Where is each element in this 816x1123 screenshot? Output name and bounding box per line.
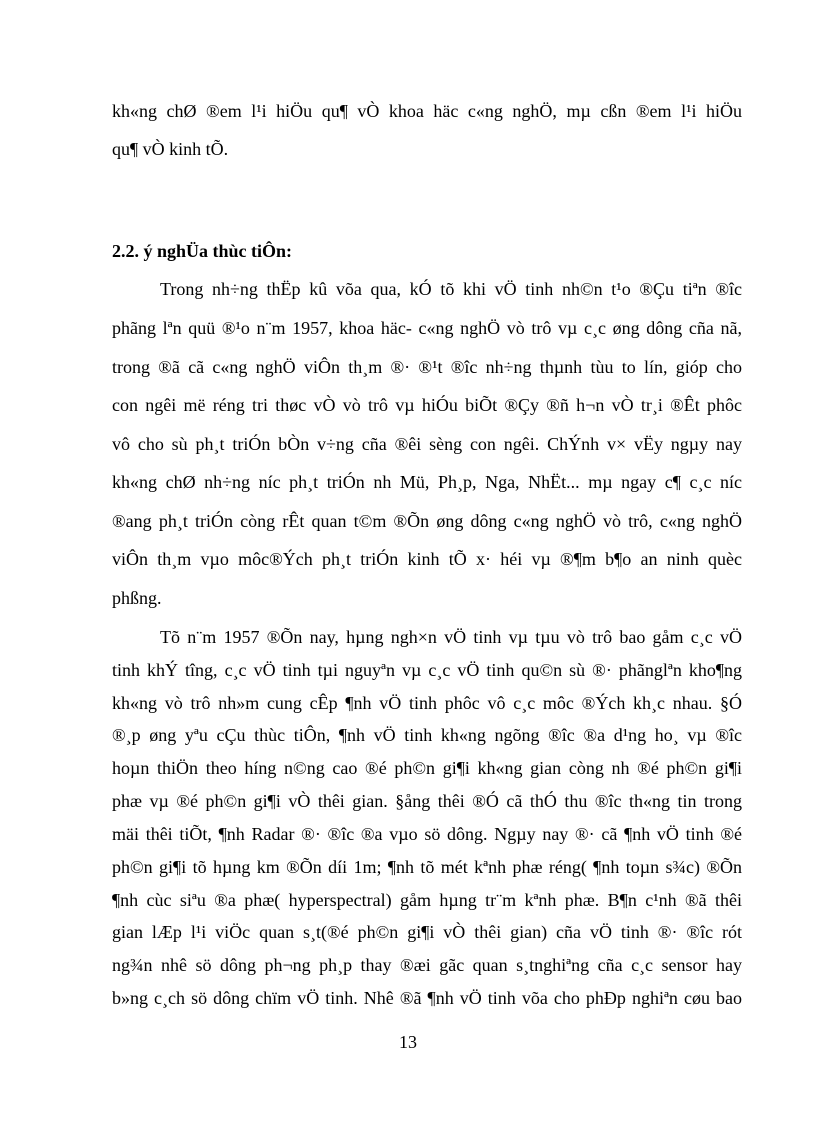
paragraph-line: Tõ n¨m 1957 ®Õn nay, hµng ngh×n vÖ tinh vµ tµu vò trô bao gåm c¸c vÖ — [160, 627, 742, 647]
paragraph-line: trong ®ã cã c«ng nghÖ viÔn th¸m ®· ®¹t ®îc nh÷ng thµnh tùu to lín, gióp cho — [112, 357, 742, 377]
paragraph-line: ®¸p øng yªu cÇu thùc tiÔn, ¶nh vÖ tinh kh«ng ngõng ®îc ®a d¹ng ho¸ vµ ®îc — [112, 725, 742, 745]
paragraph-line: phãng lªn quü ®¹o n¨m 1957, khoa häc- c«ng nghÖ vò trô vµ c¸c øng dông cña nã, — [112, 318, 742, 338]
paragraph-line: hoµn thiÖn theo híng n©ng cao ®é ph©n gi¶i kh«ng gian còng nh ®é ph©n gi¶i — [112, 758, 742, 778]
paragraph-line: kh«ng vò trô nh»m cung cÊp ¶nh vÖ tinh phôc vô c¸c môc ®Ých kh¸c nhau. §Ó — [112, 693, 742, 713]
paragraph-line: kh«ng chØ nh÷ng níc ph¸t triÓn nh Mü, Ph¸p, Nga, NhËt... mµ ngay c¶ c¸c níc — [112, 472, 742, 492]
paragraph-line: phßng. — [112, 588, 162, 608]
paragraph-line: ¶nh cùc siªu ®a phæ( hyperspectral) gåm hµng tr¨m kªnh phæ. B¶n c¹nh ®ã thêi — [112, 890, 742, 910]
section-heading: 2.2. ý nghÜa thùc tiÔn: — [112, 241, 293, 261]
page-number: 13 — [399, 1032, 417, 1052]
paragraph-line: kh«ng chØ ®em l¹i hiÖu qu¶ vÒ khoa häc c«ng nghÖ, mµ cßn ®em l¹i hiÖu — [112, 101, 742, 121]
paragraph-line: b»ng c¸ch sö dông chïm vÖ tinh. Nhê ®ã ¶nh vÖ tinh võa cho phÐp nghiªn cøu bao — [112, 988, 742, 1008]
paragraph-line: tinh khÝ tîng, c¸c vÖ tinh tµi nguyªn vµ c¸c vÖ tinh qu©n sù ®· phãnglªn kho¶ng — [112, 660, 742, 680]
paragraph-line: mäi thêi tiÕt, ¶nh Radar ®· ®îc ®a vµo sö dông. Ngµy nay ®· cã ¶nh vÖ tinh ®é — [112, 824, 742, 844]
paragraph-line: vô cho sù ph¸t triÓn bÒn v÷ng cña ®êi sèng con ngêi. ChÝnh v× vËy ngµy nay — [112, 434, 742, 454]
paragraph-line: Trong nh÷ng thËp kû võa qua, kÓ tõ khi vÖ tinh nh©n t¹o ®Çu tiªn ®îc — [160, 279, 742, 299]
paragraph-line: con ngêi më réng tri thøc vÒ vò trô vµ hiÓu biÕt ®Çy ®ñ h¬n vÒ tr¸i ®Êt phôc — [112, 395, 742, 415]
paragraph-line: viÔn th¸m vµo môc®Ých ph¸t triÓn kinh tÕ x· héi vµ ®¶m b¶o an ninh quèc — [112, 549, 742, 569]
paragraph-line: ph©n gi¶i tõ hµng km ®Õn díi 1m; ¶nh tõ mét kªnh phæ réng( ¶nh toµn s¾c) ®Õn — [112, 857, 742, 877]
paragraph-line: ®ang ph¸t triÓn còng rÊt quan t©m ®Õn øng dông c«ng nghÖ vò trô, c«ng nghÖ — [112, 511, 742, 531]
paragraph-line: phæ vµ ®é ph©n gi¶i vÒ thêi gian. §ång thêi ®Ó cã thÓ thu ®îc th«ng tin trong — [112, 791, 742, 811]
paragraph-line: ng¾n nhê sö dông ph¬ng ph¸p thay ®æi gãc quan s¸tnghiªng cña c¸c sensor hay — [112, 955, 742, 975]
paragraph-line: qu¶ vÒ kinh tÕ. — [112, 139, 229, 159]
paragraph-line: gian lÆp l¹i viÖc quan s¸t(®é ph©n gi¶i vÒ thêi gian) cña vÖ tinh ®· ®îc rót — [112, 922, 742, 942]
